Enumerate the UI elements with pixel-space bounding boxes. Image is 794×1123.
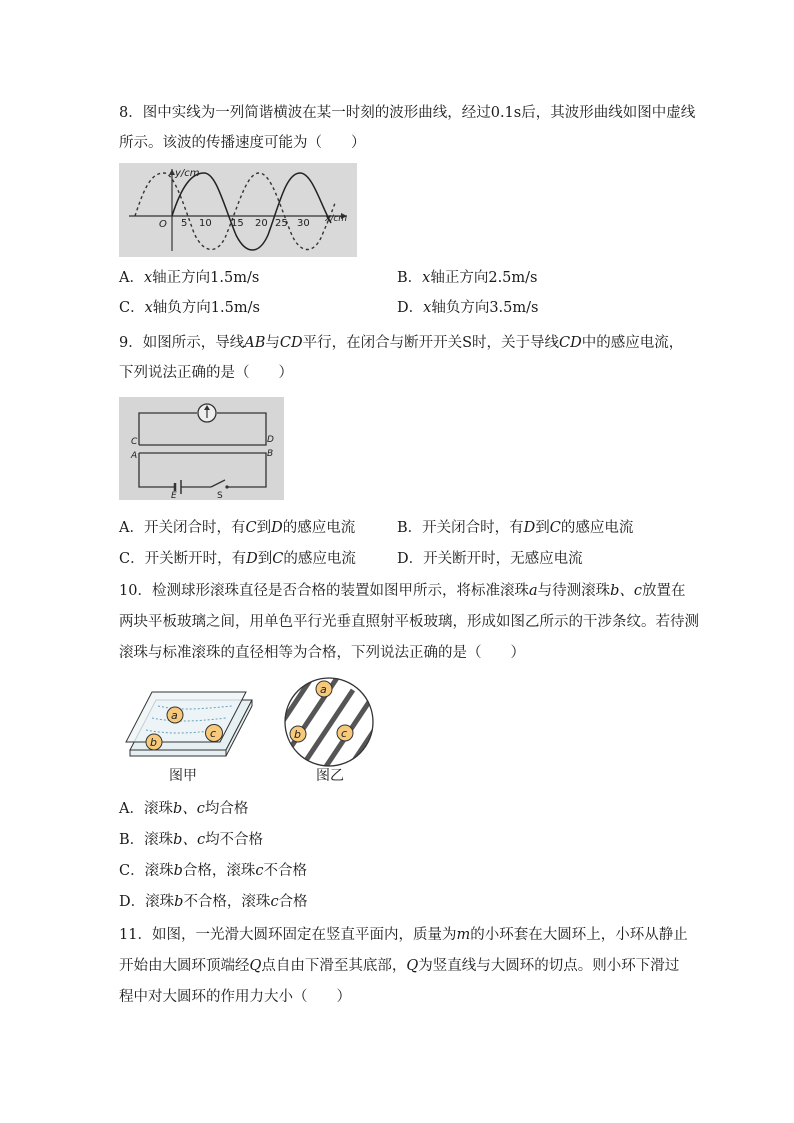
q10-option-a[interactable]: A．滚珠b、c均合格: [119, 801, 249, 817]
q9-label-e: E: [171, 491, 177, 500]
q8-tick-5: 5: [181, 218, 188, 229]
q8-tick-15: 15: [231, 218, 244, 229]
q8-x-axis-label: x/cm: [325, 214, 348, 224]
q10-fig-b-ball-c: c: [341, 727, 348, 740]
q9-option-b[interactable]: B．开关闭合时，有D到C的感应电流: [397, 520, 634, 536]
q8-option-c[interactable]: C．x轴负方向1.5m/s: [119, 300, 260, 316]
q9-label-a: A: [131, 451, 138, 461]
q8-wave-figure: [119, 163, 357, 261]
q9-circuit-figure: [119, 397, 284, 504]
q9-label-d: D: [267, 435, 274, 445]
q9-option-a[interactable]: A．开关闭合时，有C到D的感应电流: [119, 520, 356, 536]
q10-option-b[interactable]: B．滚珠b、c均不合格: [119, 832, 264, 848]
q9-label-s: S: [217, 491, 223, 500]
q8-stem-line1: 8．图中实线为一列简谐横波在某一时刻的波形曲线，经过0.1s后，其波形曲线如图中虚线: [119, 105, 696, 121]
q8-tick-25: 25: [275, 218, 288, 229]
q9-label-b: B: [267, 449, 274, 459]
q10-option-d[interactable]: D．滚珠b不合格，滚珠c合格: [119, 894, 308, 910]
q10-ball-c-label: c: [210, 727, 217, 740]
q11-stem-line3: 程中对大圆环的作用力大小（ ）: [119, 989, 351, 1005]
q10-stem-line2: 两块平板玻璃之间，用单色平行光垂直照射平板玻璃，形成如图乙所示的干涉条纹。若待测: [119, 614, 699, 630]
q8-tick-20: 20: [255, 218, 268, 229]
q10-ball-b-label: b: [150, 736, 157, 749]
q10-option-c[interactable]: C．滚珠b合格，滚珠c不合格: [119, 863, 308, 879]
q8-option-b[interactable]: B．x轴正方向2.5m/s: [397, 270, 538, 286]
q8-option-a[interactable]: A．x轴正方向1.5m/s: [119, 270, 260, 286]
q9-option-d[interactable]: D．开关断开时，无感应电流: [397, 551, 583, 567]
q8-stem-line2: 所示。该波的传播速度可能为（ ）: [119, 135, 366, 151]
q10-figure-b: [281, 676, 377, 772]
q10-figure-b-caption: 图乙: [316, 768, 344, 784]
q8-tick-10: 10: [199, 218, 212, 229]
q8-origin-label: O: [159, 219, 167, 230]
q10-stem-line3: 滚珠与标准滚珠的直径相等为合格，下列说法正确的是（ ）: [119, 645, 525, 661]
q8-option-d[interactable]: D．x轴负方向3.5m/s: [397, 300, 539, 316]
q10-fig-b-ball-a: a: [320, 683, 327, 696]
q10-figure-a-caption: 图甲: [169, 768, 197, 784]
q10-ball-a-label: a: [171, 709, 178, 722]
q9-stem-line2: 下列说法正确的是（ ）: [119, 365, 293, 381]
q8-tick-30: 30: [297, 218, 310, 229]
q9-option-c[interactable]: C．开关断开时，有D到C的感应电流: [119, 551, 356, 567]
q10-fig-b-ball-b: b: [294, 728, 301, 741]
q11-stem-line2: 开始由大圆环顶端经Q点自由下滑至其底部，Q为竖直线与大圆环的切点。则小环下滑过: [119, 958, 680, 974]
q8-y-axis-label: y/cm: [175, 168, 200, 179]
q9-label-c: C: [131, 437, 138, 447]
q11-stem-line1: 11．如图，一光滑大圆环固定在竖直平面内，质量为m的小环套在大圆环上，小环从静止: [119, 927, 688, 943]
q10-stem-line1: 10．检测球形滚珠直径是否合格的装置如图甲所示，将标准滚珠a与待测滚珠b、c放置在: [119, 583, 686, 599]
q9-stem-line1: 9．如图所示，导线AB与CD平行，在闭合与断开开关S时，关于导线CD中的感应电流，: [119, 335, 684, 351]
